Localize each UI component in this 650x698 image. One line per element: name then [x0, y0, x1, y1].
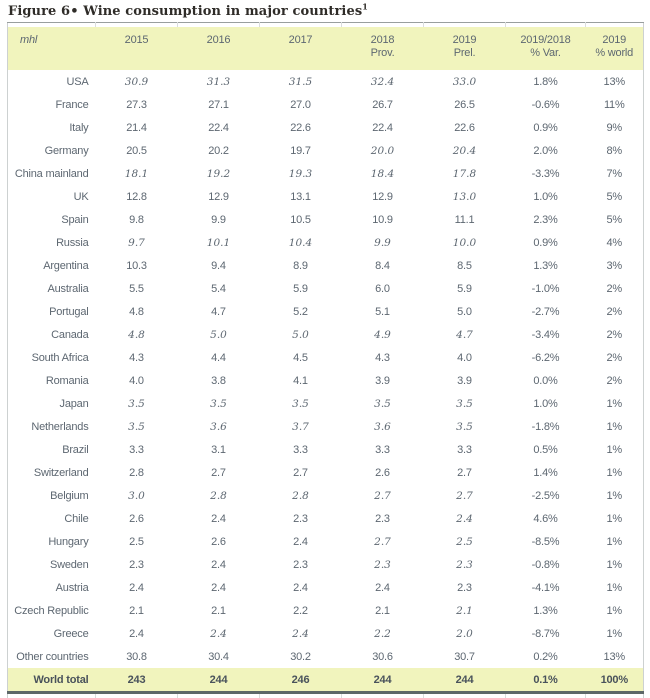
- column-header-2017: 2017: [260, 27, 342, 70]
- var-cell: 2.3%: [506, 208, 586, 231]
- value-cell: 26.5: [424, 93, 506, 116]
- value-cell: 3.3: [424, 438, 506, 461]
- figure-title-footnote-marker: 1: [362, 2, 368, 12]
- value-cell: 2.4: [342, 576, 424, 599]
- value-cell: 26.7: [342, 93, 424, 116]
- var-cell: -1.0%: [506, 277, 586, 300]
- table-row: [8, 530, 644, 553]
- value-cell: 2.7: [424, 484, 506, 507]
- table-row: [8, 231, 644, 254]
- value-cell: 2.7: [342, 484, 424, 507]
- country-cell: Belgium: [8, 484, 96, 507]
- world-share-cell: 4%: [586, 231, 644, 254]
- var-cell: 0.2%: [506, 645, 586, 668]
- country-cell: Other countries: [8, 645, 96, 668]
- table-row: [8, 507, 644, 530]
- country-cell: Brazil: [8, 438, 96, 461]
- total-label: World total: [8, 668, 96, 693]
- value-cell: 2.7: [260, 461, 342, 484]
- value-cell: 2.1: [178, 599, 260, 622]
- value-cell: 27.0: [260, 93, 342, 116]
- column-header-2018-prov: 2018 Prov.: [342, 27, 424, 70]
- table-row: [8, 323, 644, 346]
- value-cell: 6.0: [342, 277, 424, 300]
- figure-title-text: Figure 6• Wine consumption in major countries: [8, 4, 362, 19]
- country-cell: Canada: [8, 323, 96, 346]
- value-cell: 2.3: [96, 553, 178, 576]
- value-cell: 22.6: [424, 116, 506, 139]
- country-cell: Romania: [8, 369, 96, 392]
- country-cell: Australia: [8, 277, 96, 300]
- value-cell: 5.0: [178, 323, 260, 346]
- bottom-tick-strip: [8, 693, 644, 698]
- value-cell: 17.8: [424, 162, 506, 185]
- value-cell: 30.7: [424, 645, 506, 668]
- value-cell: 30.9: [96, 70, 178, 93]
- value-cell: 2.3: [260, 553, 342, 576]
- value-cell: 3.6: [178, 415, 260, 438]
- value-cell: 2.8: [178, 484, 260, 507]
- country-cell: South Africa: [8, 346, 96, 369]
- table-row: [8, 645, 644, 668]
- total-value-2018: 244: [342, 668, 424, 693]
- value-cell: 3.5: [424, 415, 506, 438]
- value-cell: 2.6: [342, 461, 424, 484]
- value-cell: 20.0: [342, 139, 424, 162]
- value-cell: 21.4: [96, 116, 178, 139]
- total-row: [8, 668, 644, 693]
- value-cell: 2.4: [178, 576, 260, 599]
- var-cell: 0.9%: [506, 116, 586, 139]
- country-cell: Netherlands: [8, 415, 96, 438]
- value-cell: 2.4: [96, 622, 178, 645]
- value-cell: 4.1: [260, 369, 342, 392]
- value-cell: 2.4: [178, 622, 260, 645]
- value-cell: 18.4: [342, 162, 424, 185]
- var-cell: -3.3%: [506, 162, 586, 185]
- value-cell: 19.3: [260, 162, 342, 185]
- table-row: [8, 461, 644, 484]
- column-header-world-share: 2019 % world: [586, 27, 644, 70]
- var-cell: -8.5%: [506, 530, 586, 553]
- table-body: [8, 70, 644, 668]
- value-cell: 5.0: [260, 323, 342, 346]
- country-cell: Russia: [8, 231, 96, 254]
- value-cell: 3.9: [342, 369, 424, 392]
- var-cell: -8.7%: [506, 622, 586, 645]
- world-share-cell: 13%: [586, 70, 644, 93]
- value-cell: 9.9: [178, 208, 260, 231]
- table-row: [8, 208, 644, 231]
- world-share-cell: 2%: [586, 300, 644, 323]
- value-cell: 2.7: [424, 461, 506, 484]
- value-cell: 4.0: [424, 346, 506, 369]
- table-row: [8, 70, 644, 93]
- world-share-cell: 1%: [586, 392, 644, 415]
- value-cell: 20.5: [96, 139, 178, 162]
- value-cell: 3.8: [178, 369, 260, 392]
- world-share-cell: 1%: [586, 599, 644, 622]
- value-cell: 2.6: [178, 530, 260, 553]
- value-cell: 2.4: [260, 622, 342, 645]
- country-cell: Austria: [8, 576, 96, 599]
- var-cell: -2.5%: [506, 484, 586, 507]
- table-row: [8, 576, 644, 599]
- value-cell: 3.6: [342, 415, 424, 438]
- world-share-cell: 5%: [586, 208, 644, 231]
- column-header-2015: 2015: [96, 27, 178, 70]
- value-cell: 2.8: [260, 484, 342, 507]
- value-cell: 19.2: [178, 162, 260, 185]
- header-row: [8, 27, 644, 70]
- value-cell: 9.7: [96, 231, 178, 254]
- table-row: [8, 599, 644, 622]
- value-cell: 2.8: [96, 461, 178, 484]
- value-cell: 10.9: [342, 208, 424, 231]
- value-cell: 30.4: [178, 645, 260, 668]
- value-cell: 4.8: [96, 323, 178, 346]
- table-row: [8, 93, 644, 116]
- value-cell: 12.9: [342, 185, 424, 208]
- total-value-2016: 244: [178, 668, 260, 693]
- value-cell: 3.5: [96, 415, 178, 438]
- value-cell: 2.7: [178, 461, 260, 484]
- table-row: [8, 162, 644, 185]
- value-cell: 2.3: [342, 553, 424, 576]
- world-share-cell: 11%: [586, 93, 644, 116]
- var-cell: -2.7%: [506, 300, 586, 323]
- country-cell: Japan: [8, 392, 96, 415]
- value-cell: 5.0: [424, 300, 506, 323]
- var-cell: 1.0%: [506, 392, 586, 415]
- country-cell: Sweden: [8, 553, 96, 576]
- world-share-cell: 1%: [586, 507, 644, 530]
- value-cell: 4.0: [96, 369, 178, 392]
- value-cell: 10.4: [260, 231, 342, 254]
- column-header-2019-prel: 2019 Prel.: [424, 27, 506, 70]
- value-cell: 2.4: [96, 576, 178, 599]
- value-cell: 30.6: [342, 645, 424, 668]
- world-share-cell: 9%: [586, 116, 644, 139]
- value-cell: 3.5: [96, 392, 178, 415]
- total-value-2017: 246: [260, 668, 342, 693]
- value-cell: 10.3: [96, 254, 178, 277]
- world-share-cell: 3%: [586, 254, 644, 277]
- value-cell: 2.3: [424, 576, 506, 599]
- country-cell: UK: [8, 185, 96, 208]
- value-cell: 22.4: [178, 116, 260, 139]
- value-cell: 2.1: [424, 599, 506, 622]
- var-cell: 1.3%: [506, 254, 586, 277]
- unit-label: mhl: [8, 27, 96, 70]
- value-cell: 31.3: [178, 70, 260, 93]
- world-share-cell: 13%: [586, 645, 644, 668]
- var-cell: -4.1%: [506, 576, 586, 599]
- value-cell: 2.3: [424, 553, 506, 576]
- country-cell: Germany: [8, 139, 96, 162]
- value-cell: 4.4: [178, 346, 260, 369]
- value-cell: 4.3: [96, 346, 178, 369]
- value-cell: 4.5: [260, 346, 342, 369]
- table-row: [8, 346, 644, 369]
- value-cell: 2.7: [342, 530, 424, 553]
- value-cell: 2.5: [96, 530, 178, 553]
- world-share-cell: 1%: [586, 461, 644, 484]
- value-cell: 8.4: [342, 254, 424, 277]
- table-row: [8, 277, 644, 300]
- value-cell: 30.8: [96, 645, 178, 668]
- value-cell: 31.5: [260, 70, 342, 93]
- value-cell: 5.9: [260, 277, 342, 300]
- value-cell: 2.4: [424, 507, 506, 530]
- world-share-cell: 1%: [586, 622, 644, 645]
- value-cell: 22.6: [260, 116, 342, 139]
- value-cell: 11.1: [424, 208, 506, 231]
- value-cell: 9.8: [96, 208, 178, 231]
- var-cell: 0.0%: [506, 369, 586, 392]
- value-cell: 4.9: [342, 323, 424, 346]
- value-cell: 30.2: [260, 645, 342, 668]
- world-share-cell: 2%: [586, 323, 644, 346]
- country-cell: Spain: [8, 208, 96, 231]
- value-cell: 3.3: [260, 438, 342, 461]
- value-cell: 2.4: [260, 576, 342, 599]
- country-cell: Czech Republic: [8, 599, 96, 622]
- total-var: 0.1%: [506, 668, 586, 693]
- country-cell: Greece: [8, 622, 96, 645]
- table-row: [8, 553, 644, 576]
- value-cell: 32.4: [342, 70, 424, 93]
- var-cell: -0.8%: [506, 553, 586, 576]
- value-cell: 2.4: [178, 553, 260, 576]
- value-cell: 27.1: [178, 93, 260, 116]
- var-cell: 1.3%: [506, 599, 586, 622]
- var-cell: -3.4%: [506, 323, 586, 346]
- value-cell: 4.7: [424, 323, 506, 346]
- table-row: [8, 392, 644, 415]
- world-share-cell: 2%: [586, 369, 644, 392]
- var-cell: 0.5%: [506, 438, 586, 461]
- table-row: [8, 300, 644, 323]
- value-cell: 2.4: [260, 530, 342, 553]
- table-row: [8, 254, 644, 277]
- value-cell: 10.5: [260, 208, 342, 231]
- var-cell: -6.2%: [506, 346, 586, 369]
- value-cell: 13.1: [260, 185, 342, 208]
- value-cell: 2.2: [342, 622, 424, 645]
- table-row: [8, 622, 644, 645]
- value-cell: 27.3: [96, 93, 178, 116]
- value-cell: 2.3: [342, 507, 424, 530]
- value-cell: 4.7: [178, 300, 260, 323]
- value-cell: 9.4: [178, 254, 260, 277]
- wine-consumption-table: [7, 22, 644, 698]
- table-row: [8, 438, 644, 461]
- value-cell: 3.3: [342, 438, 424, 461]
- figure-title: [8, 4, 643, 19]
- value-cell: 3.1: [178, 438, 260, 461]
- world-share-cell: 1%: [586, 438, 644, 461]
- value-cell: 5.4: [178, 277, 260, 300]
- country-cell: China mainland: [8, 162, 96, 185]
- value-cell: 2.2: [260, 599, 342, 622]
- country-cell: Portugal: [8, 300, 96, 323]
- total-world-share: 100%: [586, 668, 644, 693]
- value-cell: 8.9: [260, 254, 342, 277]
- world-share-cell: 8%: [586, 139, 644, 162]
- world-share-cell: 1%: [586, 576, 644, 599]
- world-share-cell: 2%: [586, 277, 644, 300]
- country-cell: Switzerland: [8, 461, 96, 484]
- var-cell: 4.6%: [506, 507, 586, 530]
- value-cell: 10.0: [424, 231, 506, 254]
- value-cell: 12.9: [178, 185, 260, 208]
- value-cell: 2.3: [260, 507, 342, 530]
- value-cell: 3.3: [96, 438, 178, 461]
- value-cell: 10.1: [178, 231, 260, 254]
- value-cell: 33.0: [424, 70, 506, 93]
- value-cell: 9.9: [342, 231, 424, 254]
- var-cell: 0.9%: [506, 231, 586, 254]
- value-cell: 3.5: [424, 392, 506, 415]
- value-cell: 2.1: [342, 599, 424, 622]
- world-share-cell: 5%: [586, 185, 644, 208]
- value-cell: 12.8: [96, 185, 178, 208]
- value-cell: 22.4: [342, 116, 424, 139]
- world-share-cell: 7%: [586, 162, 644, 185]
- total-value-2019: 244: [424, 668, 506, 693]
- value-cell: 3.5: [342, 392, 424, 415]
- value-cell: 2.0: [424, 622, 506, 645]
- world-share-cell: 2%: [586, 346, 644, 369]
- var-cell: -0.6%: [506, 93, 586, 116]
- world-share-cell: 1%: [586, 484, 644, 507]
- value-cell: 18.1: [96, 162, 178, 185]
- country-cell: Hungary: [8, 530, 96, 553]
- country-cell: Argentina: [8, 254, 96, 277]
- value-cell: 2.6: [96, 507, 178, 530]
- value-cell: 3.9: [424, 369, 506, 392]
- total-value-2015: 243: [96, 668, 178, 693]
- table-row: [8, 185, 644, 208]
- country-cell: Chile: [8, 507, 96, 530]
- country-cell: USA: [8, 70, 96, 93]
- value-cell: 4.3: [342, 346, 424, 369]
- value-cell: 2.1: [96, 599, 178, 622]
- table-row: [8, 116, 644, 139]
- world-share-cell: 1%: [586, 530, 644, 553]
- value-cell: 5.9: [424, 277, 506, 300]
- value-cell: 20.4: [424, 139, 506, 162]
- value-cell: 3.5: [260, 392, 342, 415]
- value-cell: 8.5: [424, 254, 506, 277]
- table-row: [8, 369, 644, 392]
- value-cell: 13.0: [424, 185, 506, 208]
- country-cell: Italy: [8, 116, 96, 139]
- value-cell: 20.2: [178, 139, 260, 162]
- value-cell: 2.5: [424, 530, 506, 553]
- value-cell: 3.7: [260, 415, 342, 438]
- column-header-var: 2019/2018 % Var.: [506, 27, 586, 70]
- table-row: [8, 415, 644, 438]
- table-row: [8, 484, 644, 507]
- value-cell: 5.2: [260, 300, 342, 323]
- var-cell: 1.4%: [506, 461, 586, 484]
- var-cell: 1.8%: [506, 70, 586, 93]
- value-cell: 3.0: [96, 484, 178, 507]
- world-share-cell: 1%: [586, 553, 644, 576]
- column-header-2016: 2016: [178, 27, 260, 70]
- var-cell: 1.0%: [506, 185, 586, 208]
- var-cell: -1.8%: [506, 415, 586, 438]
- value-cell: 4.8: [96, 300, 178, 323]
- table-row: [8, 139, 644, 162]
- value-cell: 19.7: [260, 139, 342, 162]
- value-cell: 2.4: [178, 507, 260, 530]
- country-cell: France: [8, 93, 96, 116]
- value-cell: 5.5: [96, 277, 178, 300]
- world-share-cell: 1%: [586, 415, 644, 438]
- var-cell: 2.0%: [506, 139, 586, 162]
- value-cell: 5.1: [342, 300, 424, 323]
- value-cell: 3.5: [178, 392, 260, 415]
